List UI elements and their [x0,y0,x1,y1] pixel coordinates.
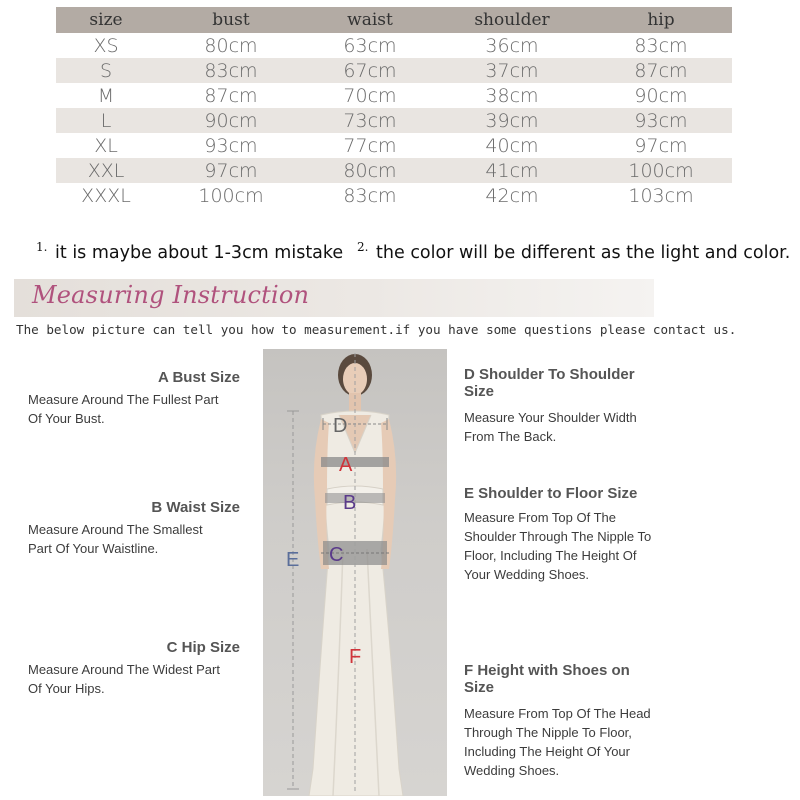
table-cell: 97cm [634,134,688,157]
column-header-shoulder: shoulder [434,7,590,33]
table-cell: 73cm [306,108,434,133]
table-cell: 87cm [590,58,732,83]
table-row [56,158,732,183]
table-row [56,83,732,108]
table-cell: 97cm [156,158,306,183]
instruction-title: E Shoulder to Floor Size [464,485,638,502]
column-header-hip: hip [590,7,732,33]
instruction-description [464,704,694,780]
measure-label-b: B [343,492,357,514]
notes [0,236,800,266]
description-line: Measure Around The Smallest [28,522,203,537]
table-cell: 93cm [590,108,732,133]
table-cell: 83cm [634,34,688,57]
table-header-row [56,7,732,33]
table-cell: 41cm [434,158,590,183]
measure-label-a: A [339,454,353,476]
title-line: Size [464,383,495,400]
description-line: Your Wedding Shoes. [464,567,590,582]
table-cell: 83cm [343,184,397,207]
table-cell: 100cm [198,184,264,207]
description-line: Measure Around The Widest Part [28,662,220,677]
note-text: it is maybe about 1-3cm mistake [55,242,344,263]
table-cell: 83cm [156,58,306,83]
table-cell: 80cm [306,158,434,183]
table-row [56,108,732,133]
table-cell: L [56,108,156,133]
note-item [36,240,343,263]
table-cell: 90cm [156,108,306,133]
instruction-title: A Bust Size [158,369,240,386]
measure-label-e: E [286,549,300,571]
table-row [56,183,732,208]
table-cell: 63cm [343,34,397,57]
description-line: Part Of Your Waistline. [28,541,159,556]
description-line: Floor, Including The Height Of [464,548,637,563]
instruction-title: C Hip Size [166,639,240,656]
table-cell: XL [94,134,118,157]
table-cell: 103cm [628,184,694,207]
table-row [56,58,732,83]
instruction-title [464,662,694,696]
description-line: Through The Nipple To Floor, [464,725,632,740]
table-cell: 37cm [434,58,590,83]
intro-text: The below picture can tell you how to measurement.if you have some questions please contact us. [16,322,737,337]
description-line: Measure From Top Of The Head [464,706,651,721]
model-illustration [263,349,447,796]
instruction-description [28,520,240,558]
table-cell: 77cm [343,134,397,157]
description-line: Of Your Bust. [28,411,105,426]
description-line: Of Your Hips. [28,681,105,696]
table-cell: XS [93,34,119,57]
instruction-shoulder-to-floor [464,485,694,584]
instruction-height-with-shoes [464,662,694,780]
instruction-title [464,366,694,400]
description-line: Measure Around The Fullest Part [28,392,219,407]
table-cell: XXXL [81,184,131,207]
heading-banner [14,279,654,317]
measure-label-f: F [349,646,362,668]
table-row [56,133,732,158]
note-number: 2. [357,240,369,254]
instruction-bust [28,369,240,428]
note-item [357,240,790,263]
table-cell: 39cm [434,108,590,133]
title-line: D Shoulder To Shoulder [464,366,635,383]
instruction-description [464,508,694,584]
note-text: the color will be different as the light and color. [376,242,791,263]
table-cell: XXL [56,158,156,183]
table-cell: 100cm [590,158,732,183]
column-header-bust: bust [156,7,306,33]
instruction-description [28,660,240,698]
table-cell: 93cm [204,134,258,157]
description-line: Wedding Shoes. [464,763,560,778]
measure-label-d: D [333,415,348,437]
note-number: 1. [36,240,48,254]
column-header-size: size [56,7,156,33]
description-line: Including The Height Of Your [464,744,630,759]
measure-label-c: C [329,544,344,566]
description-line: From The Back. [464,429,557,444]
table-cell: 40cm [485,134,539,157]
instruction-hip [28,639,240,698]
description-line: Measure From Top Of The [464,510,616,525]
table-cell: 38cm [485,84,539,107]
table-row [56,33,732,58]
model-photo [263,349,447,796]
instruction-description [28,390,240,428]
table-cell: 42cm [485,184,539,207]
table-cell: S [56,58,156,83]
column-header-waist: waist [306,7,434,33]
table-cell: 90cm [634,84,688,107]
table-cell: 87cm [204,84,258,107]
table-cell: 80cm [204,34,258,57]
title-line: Size [464,679,495,696]
instruction-description [464,408,694,446]
description-line: Shoulder Through The Nipple To [464,529,652,544]
table-cell: 67cm [306,58,434,83]
size-chart-table [56,7,732,208]
page-title: Measuring Instruction [32,281,310,309]
title-line: F Height with Shoes on [464,662,630,679]
table-cell: M [97,84,115,107]
instruction-waist [28,499,240,558]
table-cell: 70cm [343,84,397,107]
description-line: Measure Your Shoulder Width [464,410,637,425]
table-cell: 36cm [485,34,539,57]
instruction-shoulder-to-shoulder [464,366,694,446]
instruction-title: B Waist Size [151,499,240,516]
